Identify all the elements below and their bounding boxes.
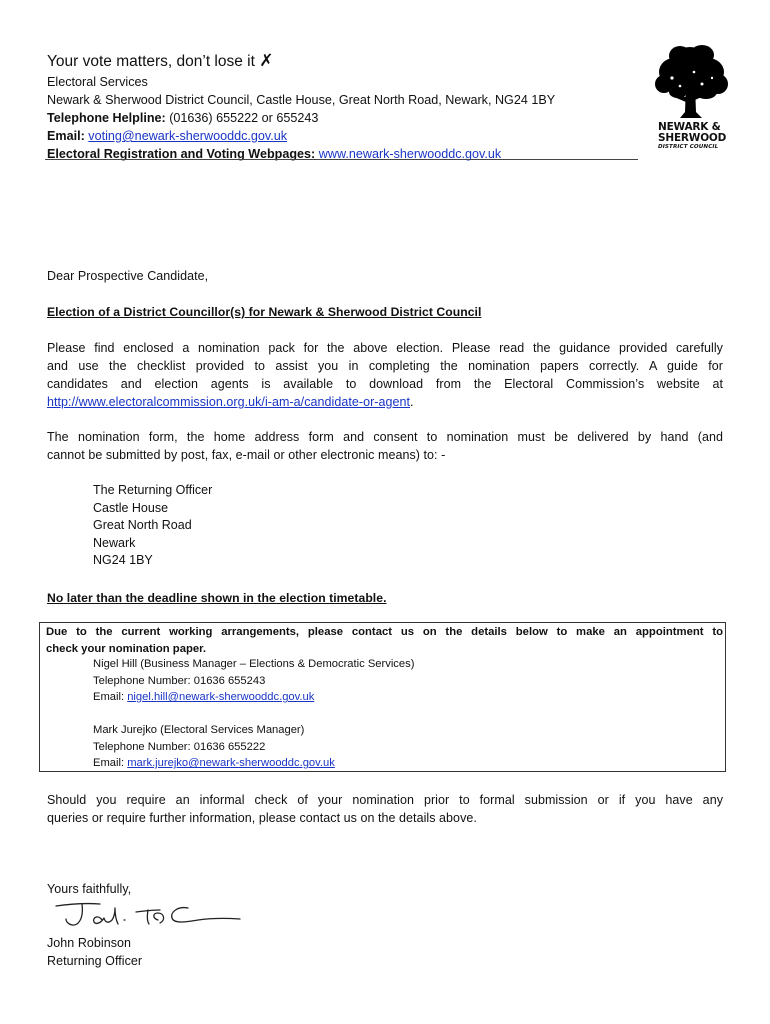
web-line (47, 145, 637, 163)
contact-mark-jurejko (93, 722, 335, 772)
electoral-commission-link[interactable]: http://www.electoralcommission.org.uk/i-am-a/candidate-or-agent (47, 395, 411, 409)
contact-email-label: Email: (93, 757, 128, 770)
contact-phone: Telephone Number: 01636 655222 (93, 740, 266, 753)
returning-officer-address (93, 482, 212, 570)
contact-nigel-hill (93, 656, 414, 706)
para2-line: cannot be submitted by post, fax, e-mail or other electronic means) to: - (47, 448, 446, 462)
address-line: Newark (93, 535, 136, 550)
letterhead (47, 50, 637, 163)
para2-line: The nomination form, the home address form and consent to nomination must be delivered by hand (and (47, 430, 723, 444)
handwritten-signature (52, 898, 242, 937)
address-line: Great North Road (93, 518, 192, 533)
para3-line: queries or require further information, please contact us on the details above. (47, 811, 477, 825)
signatory-name: John Robinson (47, 936, 132, 950)
address-line: The Returning Officer (93, 483, 213, 497)
letter-subject: Election of a District Councillor(s) for Newark & Sherwood District Council (47, 305, 482, 319)
logo-wordmark (658, 122, 732, 151)
address-line: NG24 1BY (93, 553, 153, 568)
notice-intro-line: check your nomination paper. (46, 642, 207, 655)
helpline-label: Telephone Helpline: (47, 111, 166, 125)
notice-intro-line: Due to the current working arrangements, please contact us on the details below to make an appointment to (46, 626, 723, 638)
tagline (47, 50, 637, 73)
council-address: Newark & Sherwood District Council, Castle House, Great North Road, Newark, NG24 1BY (47, 93, 556, 107)
para1-line: Please find enclosed a nomination pack for the above election. Please read the guidance provided carefully (47, 341, 723, 355)
signatory (47, 934, 723, 970)
council-logo (650, 42, 732, 151)
appointment-notice-intro (46, 624, 723, 657)
oak-tree-icon (650, 42, 732, 120)
contact-email-label: Email: (93, 691, 128, 704)
tagline-text: Your vote matters, don’t lose it (47, 53, 255, 70)
paragraph-delivery (47, 428, 723, 464)
paragraph-intro (47, 339, 723, 411)
header-divider (45, 159, 638, 160)
nigel-hill-email-link[interactable]: nigel.hill@newark-sherwooddc.gov.uk (127, 691, 315, 704)
ballot-cross-icon: ✗ (259, 51, 274, 70)
logo-line-2: SHERWOOD (658, 131, 727, 144)
helpline-value: (01636) 655222 or 655243 (169, 111, 319, 125)
para1-line: and use the checklist provided to assist you in completing the nomination papers correctly. A guide for (47, 359, 723, 373)
salutation: Dear Prospective Candidate, (47, 269, 209, 283)
logo-line-3: DISTRICT COUNCIL (658, 144, 719, 150)
mark-jurejko-email-link[interactable]: mark.jurejko@newark-sherwooddc.gov.uk (127, 757, 335, 770)
signature-icon (52, 898, 242, 932)
para1-period: . (410, 395, 414, 409)
address-line: Castle House (93, 500, 169, 515)
closing: Yours faithfully, (47, 882, 132, 896)
email-line (47, 127, 637, 145)
web-label: Electoral Registration and Voting Webpages: (47, 147, 316, 161)
council-website-link[interactable]: www.newark-sherwooddc.gov.uk (318, 147, 502, 161)
deadline-notice: No later than the deadline shown in the election timetable. (47, 591, 387, 605)
signatory-title: Returning Officer (47, 954, 143, 968)
para1-line: candidates and election agents is available to download from the Electoral Commission’s website at (47, 377, 723, 391)
helpline (47, 109, 637, 127)
paragraph-informal-check (47, 791, 723, 827)
contact-name: Nigel Hill (Business Manager – Elections & Democratic Services) (93, 658, 415, 670)
voting-email-link[interactable]: voting@newark-sherwooddc.gov.uk (88, 129, 288, 143)
department: Electoral Services (47, 75, 148, 89)
para3-line: Should you require an informal check of your nomination prior to formal submission or if you have any (47, 793, 723, 807)
contact-phone: Telephone Number: 01636 655243 (93, 674, 266, 687)
logo-line-1: NEWARK & (658, 121, 721, 133)
contact-name: Mark Jurejko (Electoral Services Manager) (93, 724, 305, 736)
email-label: Email: (47, 129, 85, 143)
